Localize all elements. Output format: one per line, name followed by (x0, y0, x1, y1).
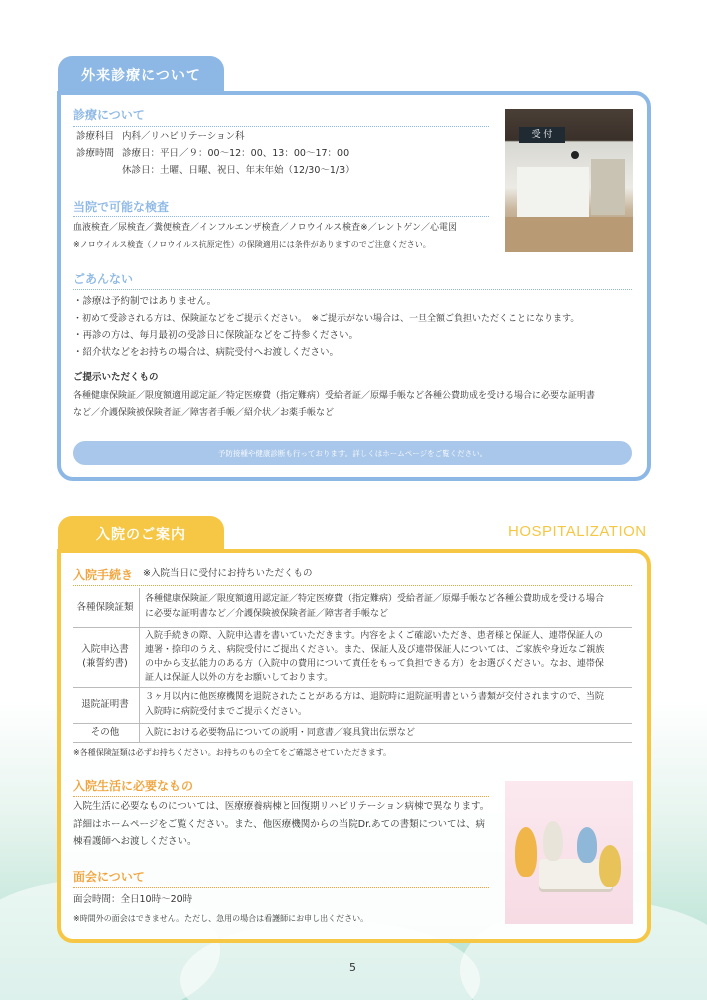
documents-line: 各種健康保険証／限度額適用認定証／特定医療費（指定難病）受給者証／原爆手帳など各種公費助成を受ける場合に必要な証明書 (73, 391, 596, 401)
hospitalization-english-title: HOSPITALIZATION (508, 523, 647, 540)
photo-noticeboard (591, 159, 625, 215)
table-row-text: 各種健康保険証／限度額適用認定証／特定医療費（指定難病）受給者証／原爆手帳など各種公費助成を受ける場合 (145, 594, 605, 604)
consultation-value: 休診日：土曜、日曜、祝日、年末年始（12/30～1/3） (122, 165, 355, 176)
photo-counter (505, 217, 633, 252)
tests-note: ※ノロウイルス検査（ノロウイルス抗原定性）の保険適用には条件がありますのでご注意ください。 (73, 240, 431, 249)
table-row-label: 各種保険証類 (76, 602, 134, 613)
visiting-hours: 面会時間：全日10時～20時 (73, 894, 193, 905)
guide-heading: ごあんない (73, 272, 134, 286)
table-row-text: 証人は保証人以外の方をお願いしております。 (145, 673, 334, 683)
reception-sign: 受 付 (519, 127, 565, 143)
visiting-note: ※時間外の面会はできません。ただし、急用の場合は看護師にお申し出ください。 (73, 914, 369, 923)
table-row-label: (兼誓約書) (82, 658, 128, 669)
divider (73, 796, 489, 797)
figure-person (543, 821, 563, 861)
table-row-text: 連署・捺印のうえ、病院受付にご提出ください。また、保証人及び連帯保証人については、ご家族や身近なご親族 (145, 645, 605, 655)
table-row-text: ３ヶ月以内に他医療機関を退院されたことがある方は、退院時に退院証明書という書類が交付されますので、当院 (145, 692, 604, 702)
illustration-photo (505, 781, 633, 924)
table-rule (73, 687, 632, 688)
table-row-text: 入院時に病院受付までご提示ください。 (145, 707, 308, 717)
guide-item: ・再診の方は、毎月最初の受診日に保険証などをご持参ください。 (73, 330, 359, 341)
needs-line: 入院生活に必要なものについては、医療療養病棟と回復期リハビリテーション病棟で異なります。 (73, 801, 490, 812)
table-row-text: 入院における必要物品についての説明・同意書／寝具貸出伝票など (145, 728, 415, 738)
tests-heading: 当院で可能な検査 (73, 200, 170, 214)
figure-person (577, 827, 597, 863)
divider (73, 216, 489, 217)
divider (73, 887, 489, 888)
table-row-label: 入院申込書 (81, 644, 129, 655)
divider (73, 289, 632, 290)
needs-line: 棟看護師へお渡しください。 (73, 836, 197, 847)
table-rule (73, 742, 632, 743)
documents-line: など／介護保険被保険者証／障害者手帳／紹介状／お薬手帳など (73, 408, 335, 418)
page-number: 5 (349, 961, 356, 974)
figure-person (515, 827, 537, 877)
divider (73, 126, 489, 127)
consultation-label: 診療科目 (76, 131, 115, 142)
reception-photo (505, 109, 633, 252)
table-row-text: に必要な証明書など／介護保険被保険者証／障害者手帳など (145, 609, 389, 619)
tests-list: 血液検査／尿検査／糞便検査／インフルエンザ検査／ノロウイルス検査※／レントゲン／心電図 (73, 223, 458, 233)
divider (73, 585, 632, 586)
guide-item: ・紹介状などをお持ちの場合は、病院受付へお渡しください。 (73, 347, 340, 358)
needs-heading: 入院生活に必要なもの (73, 779, 194, 793)
outpatient-section-title: 外来診療について (58, 56, 224, 94)
guide-item: ・初めて受診される方は、保険証などをご提示ください。 ※ご提示がない場合は、一旦全額ご負担いただくことになります。 (73, 314, 580, 324)
hospitalization-section-title: 入院のご案内 (58, 516, 224, 552)
needs-line: 詳細はホームページをご覧ください。また、他医療機関からの当院Dr.あての書類については、病 (73, 819, 485, 830)
consultation-heading: 診療について (73, 108, 145, 122)
consultation-label: 診療時間 (76, 148, 115, 159)
table-row-text: 入院手続きの際、入院申込書を書いていただきます。内容をよくご確認いただき、患者様と保証人、連帯保証人の (145, 631, 603, 641)
table-row-text: の中から支払能力のある方（入院中の費用について責任をもって負担できる方）をお選びください。なお、連帯保 (145, 659, 604, 669)
info-banner: 予防接種や健康診断も行っております。詳しくはホームページをご覧ください。 (73, 441, 632, 465)
table-row-label: その他 (90, 727, 120, 738)
table-note: ※各種保険証類は必ずお持ちください。お持ちのもの全てをご確認させていただきます。 (73, 748, 392, 757)
photo-wall (517, 167, 589, 221)
consultation-value: 診療日：平日／９：00～12：00、13：00～17：00 (122, 148, 350, 159)
procedure-heading: 入院手続き (73, 568, 134, 582)
visiting-heading: 面会について (73, 870, 145, 884)
figure-person (599, 845, 621, 887)
documents-heading: ご提示いただくもの (73, 372, 159, 383)
guide-item: ・診療は予約制ではありません。 (73, 296, 217, 307)
consultation-value: 内科／リハビリテーション科 (122, 131, 245, 142)
clock-icon (569, 149, 581, 161)
procedure-note: ※入院当日に受付にお持ちいただくもの (143, 568, 313, 579)
table-row-label: 退院証明書 (81, 699, 129, 710)
table-rule (73, 723, 632, 724)
table-rule (73, 627, 632, 628)
